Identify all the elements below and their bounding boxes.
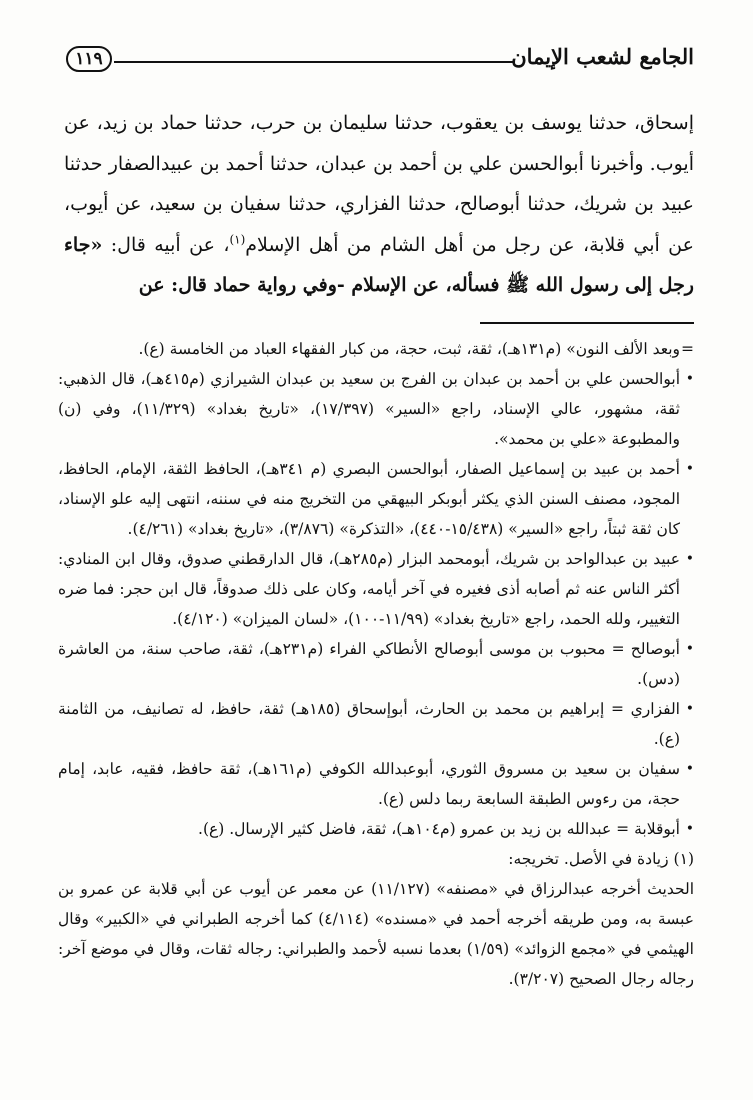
bullet-icon: • bbox=[685, 821, 694, 837]
main-text bbox=[64, 103, 694, 306]
header-rule bbox=[114, 61, 514, 63]
isnad-text: إسحاق، حدثنا يوسف بن يعقوب، حدثنا سليمان بن حرب، حدثنا حماد بن زيد، عن أيوب. وأخبرنا أبوالحسن علي بن أحمد بن عبدان، حدثنا أحمد بن عبيدالصفار حدثنا عبيد بن شريك، حدثنا أبوصالح، حدثنا الفزاري، حدثنا سفيان بن سعيد، عن أيوب، عن أبي قلابة، عن رجل من أهل الشام من أهل الإسلام bbox=[64, 112, 694, 256]
narrator-note bbox=[58, 814, 694, 844]
narrator-note-text: أبوقلابة = عبدالله بن زيد بن عمرو (م١٠٤هـ)، ثقة، فاضل كثير الإرسال. (ع). bbox=[198, 820, 680, 838]
isnad-text-end: ، عن أبيه قال: bbox=[110, 233, 230, 256]
narrator-note bbox=[58, 694, 694, 754]
narrator-note-text: سفيان بن سعيد بن مسروق الثوري، أبوعبدالله الكوفي (م١٦١هـ)، ثقة حافظ، فقيه، عابد، إمام حجة، من رءوس الطبقة السابعة ربما دلس (ع). bbox=[58, 760, 680, 808]
narrator-note bbox=[58, 364, 694, 454]
bullet-icon: • bbox=[685, 461, 694, 477]
footnote-continuation bbox=[58, 334, 694, 364]
narrator-note bbox=[58, 544, 694, 634]
footnote-label: (١) bbox=[673, 850, 694, 868]
bullet-icon: • bbox=[685, 761, 694, 777]
footnote-separator bbox=[480, 322, 694, 324]
narrator-note-text: أبوصالح = محبوب بن موسى أبوصالح الأنطاكي الفراء (م٢٣١هـ)، ثقة، صاحب سنة، من العاشرة (دس). bbox=[58, 640, 680, 688]
narrator-note-text: الفزاري = إبراهيم بن محمد بن الحارث، أبوإسحاق (١٨٥هـ) ثقة، حافظ، له تصانيف، من الثامنة (ع). bbox=[58, 700, 680, 748]
narrator-note bbox=[58, 634, 694, 694]
continuation-text: وبعد الألف النون» (م١٣١هـ)، ثقة، ثبت، حجة، من كبار الفقهاء العباد من الخامسة (ع). bbox=[138, 340, 680, 358]
footnote-1-text: زيادة في الأصل. تخريجه: bbox=[508, 850, 669, 868]
narrator-note bbox=[58, 754, 694, 814]
page-header bbox=[66, 42, 694, 80]
narrator-note-text: أحمد بن عبيد بن إسماعيل الصفار، أبوالحسن البصري (م ٣٤١هـ)، الحافظ الثقة، الإمام، الحافظ، المجود، مصنف السنن الذي يكثر أبوبكر البيهقي من التخريج منه في سننه، انتهى إليه علو الإسناد، كان ثقة ثبتاً، راجع «السير» (١٥/٤٣٨-٤٤٠)، «التذكرة» (٣/٨٧٦)، «تاريخ بغداد» (٤/٢٦١). bbox=[58, 460, 680, 538]
main-paragraph bbox=[64, 103, 694, 306]
bullet-icon: • bbox=[685, 371, 694, 387]
narrator-note-text: أبوالحسن علي بن أحمد بن عبدان بن الفرج بن سعيد بن عبدان الشيرازي (م٤١٥هـ)، قال الذهبي: ثقة، مشهور، عالي الإسناد، راجع «السير» (١٧/٣٩٧)، «تاريخ بغداد» (١١/٣٢٩)، وفي (ن) والمطبوعة «علي بن محمد». bbox=[58, 370, 680, 448]
hadith-quote: «جاء رجل إلى رسول الله ﷺ فسأله، عن الإسلام -وفي رواية حماد قال: عن bbox=[64, 233, 694, 296]
takhrij-paragraph: الحديث أخرجه عبدالرزاق في «مصنفه» (١١/١٢٧) عن معمر عن أيوب عن أبي قلابة عن عمرو بن عبسة به، ومن طريقه أخرجه أحمد في «مسنده» (٤/١١٤) كما أخرجه الطبراني في «الكبير» وقال الهيثمي في «مجمع الزوائد» (١/٥٩) بعدما نسبه لأحمد والطبراني: رجاله ثقات، وقال في موضع آخر: رجاله رجال الصحيح (٣/٢٠٧). bbox=[58, 880, 695, 988]
footnote-reference: (١) bbox=[229, 232, 246, 247]
bullet-icon: • bbox=[685, 641, 694, 657]
bullet-icon: • bbox=[685, 551, 694, 567]
narrator-note-text: عبيد بن عبدالواحد بن شريك، أبومحمد البزار (م٢٨٥هـ)، قال الدارقطني صدوق، وقال ابن المنادي: أكثر الناس عنه ثم أصابه أذى فغيره في آخر أيامه، وكان على ذلك صدوقاً، قال ابن حجر: فما ضره التغيير، ولله الحمد، راجع «تاريخ بغداد» (١١/٩٩-١٠٠)، «لسان الميزان» (٤/١٢٠). bbox=[58, 550, 680, 628]
bullet-icon: • bbox=[685, 701, 694, 717]
narrator-note bbox=[58, 454, 694, 544]
book-title: الجامع لشعب الإيمان bbox=[511, 44, 694, 69]
continuation-mark: = bbox=[681, 340, 694, 358]
footnote-1 bbox=[58, 844, 694, 874]
footnotes bbox=[58, 334, 694, 994]
page-number: ١١٩ bbox=[66, 46, 112, 72]
